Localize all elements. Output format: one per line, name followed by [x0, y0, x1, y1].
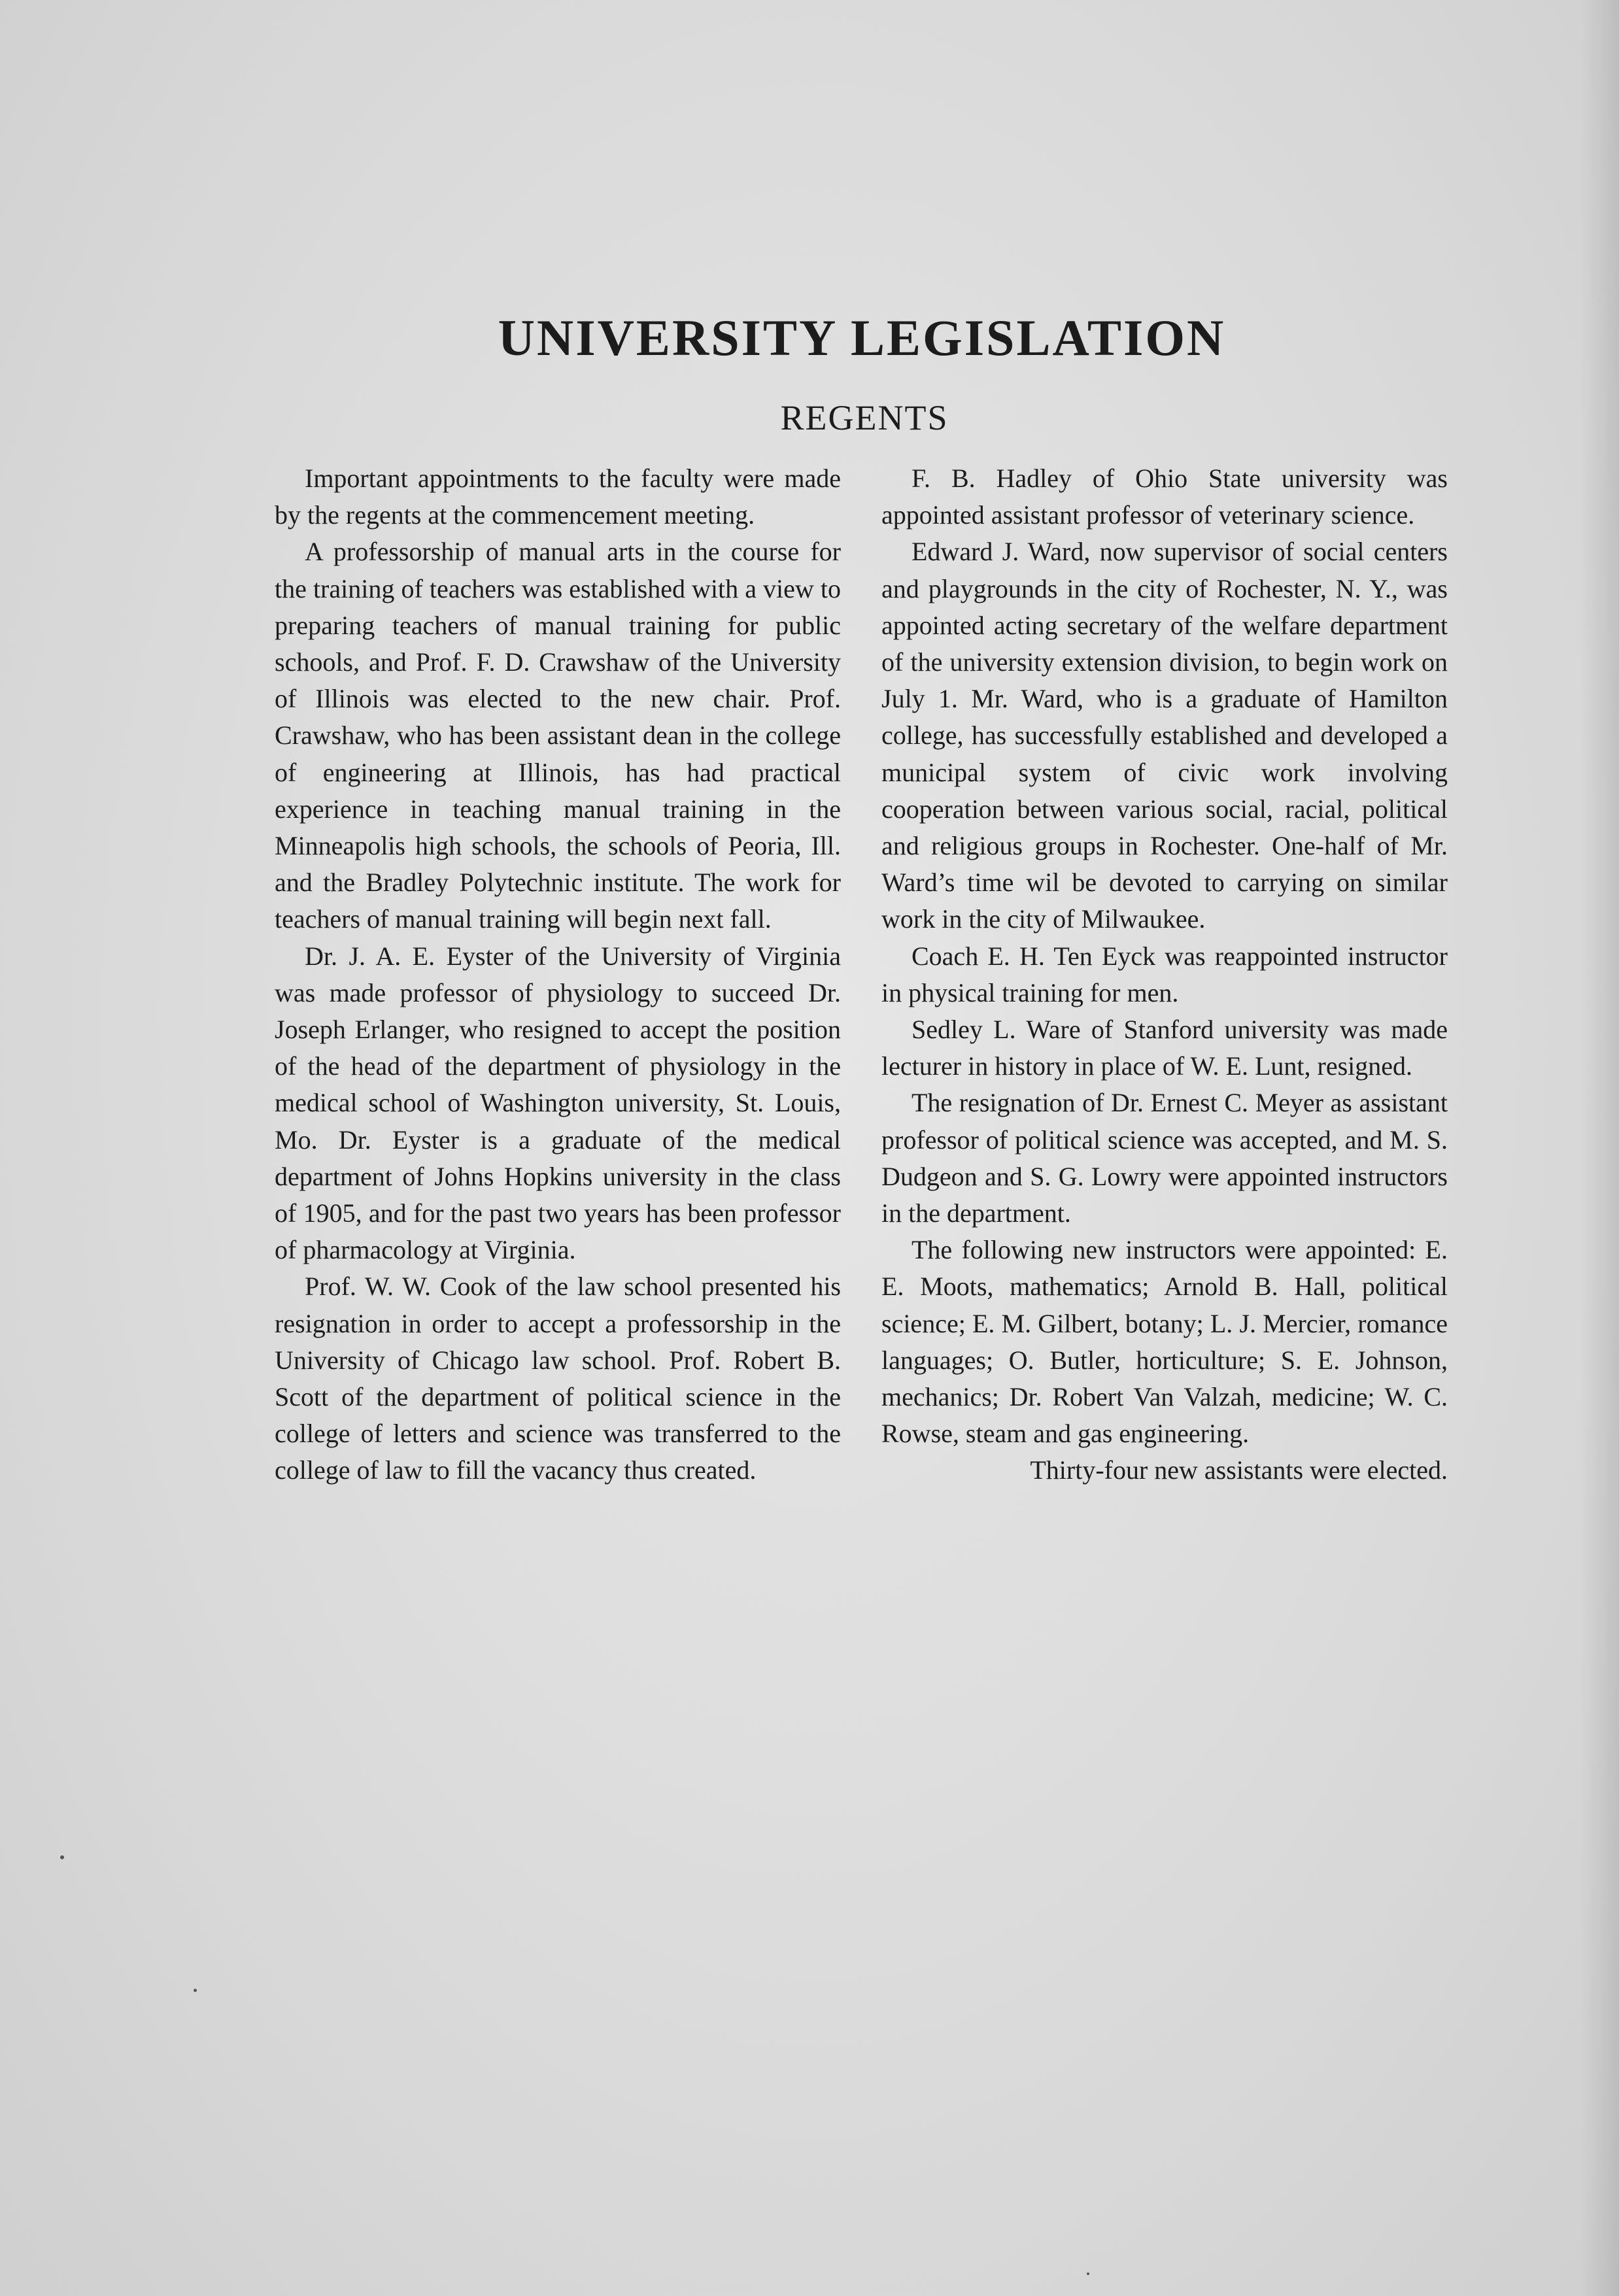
paragraph-ware-history: Sedley L. Ware of Stanford university was made lecturer in history in place of W. E. Lunt, resigned.: [881, 1015, 1448, 1081]
left-column: [275, 460, 841, 1489]
section-subtitle: REGENTS: [780, 398, 949, 437]
right-column: [881, 460, 1448, 1489]
paragraph-ten-eyck-coach: Coach E. H. Ten Eyck was reappointed instructor in physical training for men.: [881, 941, 1448, 1007]
scan-speck: [1087, 2272, 1089, 2275]
paragraph-new-assistants: Thirty-four new assistants were elected.: [1030, 1455, 1448, 1485]
paragraph-meyer-resignation: The resignation of Dr. Ernest C. Meyer as assistant professor of political science was accepted, and M. S. Dudgeon and S. G. Lowry were appointed instructors in the department.: [881, 1088, 1448, 1228]
paragraph-eyster-physiology: Dr. J. A. E. Eyster of the University of Virginia was made professor of physiology to succeed Dr. Joseph Erlanger, who resigned to accept the position of the head of the department of physiology in the medical school of Washington university, St. Louis, Mo. Dr. Eyster is a graduate of the medical department of Johns Hopkins university in the class of 1905, and for the past two years has been professor of pharmacology at Virginia.: [275, 941, 841, 1265]
scan-speck: [194, 1989, 197, 1992]
paragraph-ward-extension: Edward J. Ward, now supervisor of social centers and playgrounds in the city of Rochester, N. Y., was appointed acting secretary of the welfare department of the university extension division, to begin work on July 1. Mr. Ward, who is a graduate of Hamilton college, has successfully established and developed a municipal system of civic work involving cooperation between various social, racial, political and religious groups in Rochester. One-half of Mr. Ward’s time wil be devoted to carrying on similar work in the city of Milwaukee.: [881, 537, 1448, 934]
paragraph-manual-arts-professorship: A professorship of manual arts in the course for the training of teachers was established with a view to preparing teachers of manual training for public schools, and Prof. F. D. Crawshaw of the University of Illinois was elected to the new chair. Prof. Crawshaw, who has been assistant dean in the college of engineering at Illinois, has had practical experience in teaching manual training in the Minneapolis high schools, the schools of Peoria, Ill. and the Bradley Polytechnic institute. The work for teachers of manual training will begin next fall.: [275, 537, 841, 934]
page-title: UNIVERSITY LEGISLATION: [498, 309, 1226, 366]
paragraph-new-instructors: The following new instructors were appointed: E. E. Moots, mathematics; Arnold B. Hall, political science; E. M. Gilbert, botany; L. J. Mercier, romance languages; O. Butler, horticulture; S. E. Johnson, mechanics; Dr. Robert Van Valzah, medicine; W. C. Rowse, steam and gas engineering.: [881, 1235, 1448, 1449]
paragraph-appointments-intro: Important appointments to the faculty were made by the regents at the commencement meeting.: [275, 464, 841, 530]
paragraph-cook-resignation: Prof. W. W. Cook of the law school presented his resignation in order to accept a professorship in the University of Chicago law school. Prof. Robert B. Scott of the department of political science in the college of letters and science was transferred to the college of law to fill the vacancy thus created.: [275, 1272, 841, 1485]
scan-speck: [60, 1855, 64, 1859]
paragraph-hadley-veterinary: F. B. Hadley of Ohio State university was appointed assistant professor of veterinary science.: [881, 464, 1448, 530]
